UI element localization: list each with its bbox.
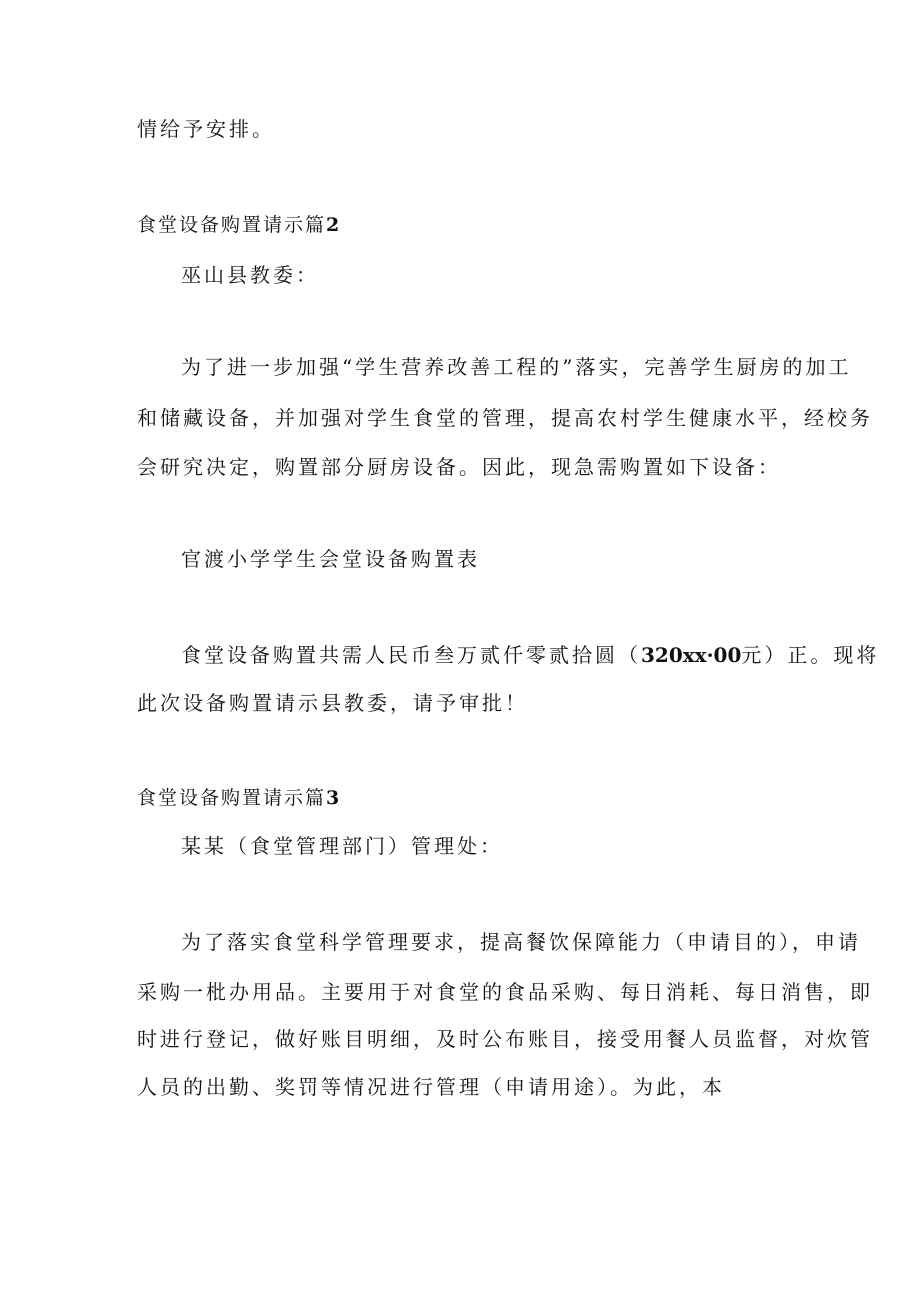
- paragraph-line: 为了进一步加强“学生营养改善工程的”落实，完善学生厨房的加工: [181, 355, 852, 379]
- paragraph-line: [181, 643, 879, 667]
- heading-text: 食堂设备购置请示篇: [137, 214, 327, 236]
- paragraph-line: 为了落实食堂科学管理要求，提高餐饮保障能力（申请目的），申请: [181, 930, 861, 954]
- section-heading-2: [137, 213, 339, 237]
- section-heading-3: [137, 786, 339, 810]
- heading-number: 3: [326, 787, 340, 809]
- paragraph-line: 时进行登记，做好账目明细，及时公布账目，接受用餐人员监督，对炊管: [137, 1027, 873, 1051]
- paragraph-line: 人员的出勤、奖罚等情况进行管理（申请用途）。为此，本: [137, 1075, 725, 1099]
- paragraph-line: 采购一枇办用品。主要用于对食堂的食品采购、每日消耗、每日消售，即: [137, 980, 873, 1004]
- table-title: 官渡小学学生会堂设备购置表: [181, 547, 480, 571]
- paragraph-line: 此次设备购置请示县教委，请予审批！: [137, 691, 528, 715]
- paragraph-line: 会研究决定，购置部分厨房设备。因此，现急需购置如下设备：: [137, 455, 781, 479]
- heading-number: 2: [326, 214, 340, 236]
- paragraph-line: 和储藏设备，并加强对学生食堂的管理，提高农村学生健康水平，经校务: [137, 406, 873, 430]
- text-segment: 食堂设备购置共需人民币叁万贰仟零贰拾圆（: [181, 643, 641, 667]
- paragraph-line: 情给予安排。: [137, 117, 275, 141]
- heading-text: 食堂设备购置请示篇: [137, 787, 327, 809]
- amount-value: 320xx·00: [641, 643, 742, 667]
- salutation: 巫山县教委：: [181, 263, 319, 287]
- salutation: 某某（食堂管理部门）管理处：: [181, 834, 503, 858]
- text-segment: 元）正。现将: [741, 643, 880, 667]
